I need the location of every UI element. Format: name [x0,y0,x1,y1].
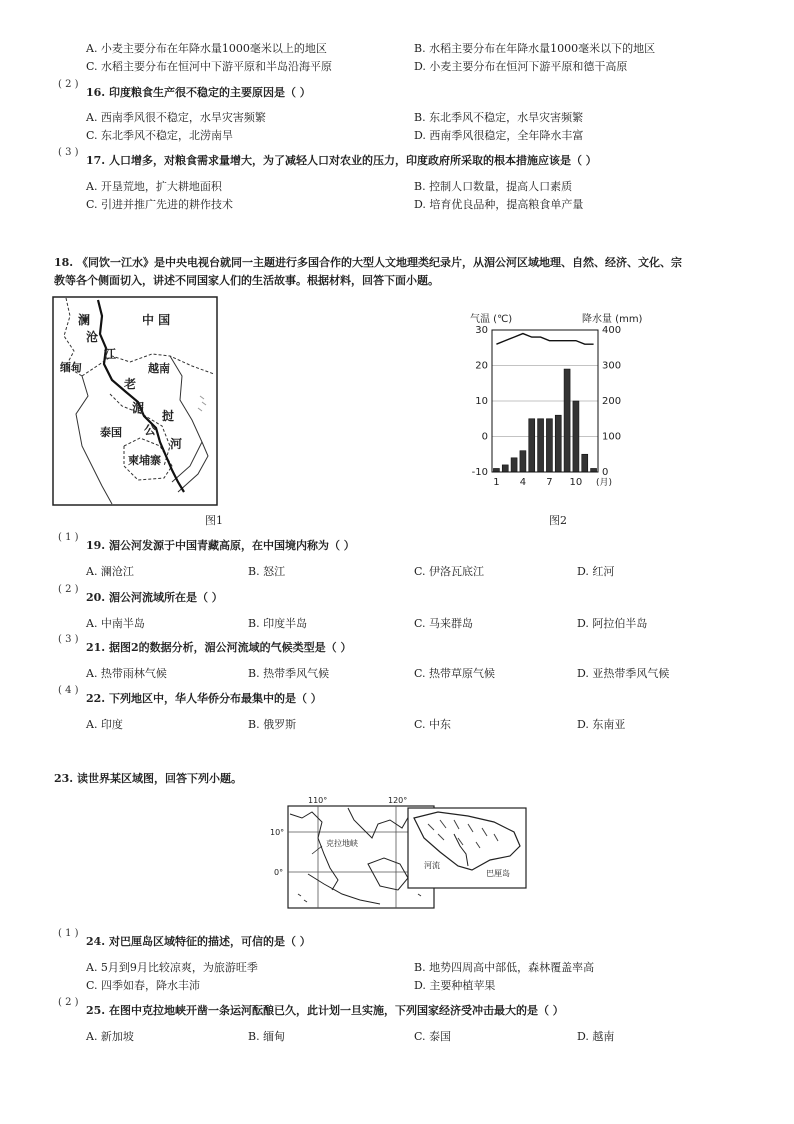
q19-stem: 19. 湄公河发源于中国青藏高原，在中国境内称为（ ） [86,539,355,552]
precip-bar [538,419,544,472]
precip-bar [555,415,561,472]
q16-option-a: A. 西南季风很不稳定，水旱灾害频繁 [86,111,266,124]
q20-option-b: B. 印度半岛 [248,617,308,630]
q20-option-d: D. 阿拉伯半岛 [577,617,648,630]
q18-intro-line1: 18. 《同饮一江水》是中央电视台就同一主题进行多国合作的大型人文地理类纪录片，从湄公河区域地理、自然、经济、文化、宗 [54,256,682,269]
q23-stem: 23. 读世界某区域图，回答下列小题。 [54,772,242,785]
chart-x-tick: 10 [569,477,583,488]
fig1-caption: 图1 [205,514,223,527]
precip-bar [582,454,588,472]
map-label-jiang: 江 [104,347,117,361]
q24-option-a: A. 5月到9月比较凉爽，为旅游旺季 [86,961,258,974]
q16-option-d: D. 西南季风很稳定，全年降水丰富 [414,129,584,142]
map-label-wo: 挝 [162,409,175,423]
q25-option-c: C. 泰国 [414,1030,452,1043]
map-label-thailand: 泰国 [100,426,122,439]
q21-number: ( 3 ) [58,634,79,645]
q21-option-a: A. 热带雨林气候 [86,667,167,680]
q22-stem: 22. 下列地区中，华人华侨分布最集中的是（ ） [86,692,322,705]
mekong-map [52,296,218,506]
q24-option-c: C. 四季如春，降水丰沛 [86,979,201,992]
q20-number: ( 2 ) [58,584,79,595]
q24-number: ( 1 ) [58,928,79,939]
chart-ylabel-right: 降水量 (mm) [582,314,643,325]
chart-y-right-tick: 200 [602,396,622,407]
q22-number: ( 4 ) [58,685,79,696]
climate-chart [462,308,650,492]
q25-option-d: D. 越南 [577,1030,615,1043]
q19-option-b: B. 怒江 [248,565,286,578]
map-label-vietnam: 越南 [148,362,170,375]
precip-bar [564,369,570,472]
precip-bar [591,468,597,472]
map-label-gong: 公 [144,423,157,437]
q17-number: ( 3 ) [58,147,79,158]
precip-bar [529,419,535,472]
chart-y-left-tick: -10 [471,467,488,478]
q17-option-b: B. 控制人口数量，提高人口素质 [414,180,573,193]
q19-number: ( 1 ) [58,532,79,543]
q22-option-d: D. 东南亚 [577,718,626,731]
map-label-mei: 湄 [132,401,145,415]
map-label-lan: 澜 [78,313,91,327]
map-label-river: 河流 [424,861,440,870]
q25-option-b: B. 缅甸 [248,1030,286,1043]
map-label-bali: 巴厘岛 [486,869,510,878]
precip-bar [511,458,517,472]
precip-bar [502,465,508,472]
chart-y-right-tick: 100 [602,431,622,443]
q15-option-a: A. 小麦主要分布在年降水量1000毫米以上的地区 [86,42,327,55]
chart-x-tick: 7 [546,477,553,488]
map-label-he: 河 [170,437,183,451]
map-label-china: 中 国 [142,313,171,327]
q25-stem: 25. 在图中克拉地峡开凿一条运河酝酿已久，此计划一旦实施，下列国家经济受冲击最大的是（ ） [86,1004,564,1017]
q17-stem: 17. 人口增多，对粮食需求量增大，为了减轻人口对农业的压力，印度政府所采取的根本措施应该是（ ） [86,154,597,167]
q22-option-a: A. 印度 [86,718,123,731]
chart-y-left-tick: 10 [475,396,488,407]
q24-stem: 24. 对巴厘岛区域特征的描述，可信的是（ ） [86,935,311,948]
precip-bar [546,419,552,472]
q16-number: ( 2 ) [58,79,79,90]
chart-ylabel-left: 气温 (℃) [470,314,513,325]
chart-y-right-tick: 400 [602,325,622,336]
q20-option-c: C. 马来群岛 [414,617,474,630]
map-label-cang: 沧 [86,330,99,344]
southeast-asia-map [268,794,528,918]
chart-y-right-tick: 0 [602,467,609,478]
precip-bar [573,401,579,472]
q16-stem: 16. 印度粮食生产很不稳定的主要原因是（ ） [86,86,311,99]
map-lon-120: 120° [388,796,408,805]
q21-option-d: D. 亚热带季风气候 [577,667,670,680]
q24-option-b: B. 地势四周高中部低，森林覆盖率高 [414,961,595,974]
chart-x-tick: 4 [519,477,527,488]
map-label-cambodia: 柬埔寨 [128,454,161,467]
chart-y-left-tick: 30 [475,325,488,336]
precip-bar [520,451,526,472]
q15-option-d: D. 小麦主要分布在恒河下游平原和德干高原 [414,60,628,73]
map-lon-110: 110° [308,796,328,805]
chart-x-tick: 1 [493,477,500,488]
temperature-line [496,334,593,345]
q17-option-d: D. 培育优良品种，提高粮食单产量 [414,198,584,211]
q22-option-c: C. 中东 [414,718,452,731]
q21-option-c: C. 热带草原气候 [414,667,496,680]
q15-option-c: C. 水稻主要分布在恒河中下游平原和半岛沿海平原 [86,60,333,73]
map-lat-10: 10° [270,828,285,837]
q19-option-c: C. 伊洛瓦底江 [414,565,485,578]
fig2-caption: 图2 [549,514,567,527]
q20-stem: 20. 湄公河流域所在是（ ） [86,591,223,604]
q25-number: ( 2 ) [58,997,79,1008]
q17-option-c: C. 引进并推广先进的耕作技术 [86,198,234,211]
q17-option-a: A. 开垦荒地，扩大耕地面积 [86,180,222,193]
q25-option-a: A. 新加坡 [86,1030,134,1043]
q18-intro-line2: 教等各个侧面切入，讲述不同国家人们的生活故事。根据材料，回答下面小题。 [54,274,439,287]
q16-option-b: B. 东北季风不稳定，水旱灾害频繁 [414,111,584,124]
map-label-lao: 老 [124,377,137,391]
map-label-kra: 克拉地峡 [326,839,358,848]
chart-xlabel: (月) [596,478,613,488]
chart-y-right-tick: 300 [602,360,622,372]
q24-option-d: D. 主要种植苹果 [414,979,496,992]
map-lat-0: 0° [274,868,284,877]
q19-option-a: A. 澜沧江 [86,565,134,578]
q15-option-b: B. 水稻主要分布在年降水量1000毫米以下的地区 [414,42,656,55]
map-label-myanmar: 缅甸 [60,361,82,374]
q20-option-a: A. 中南半岛 [86,617,145,630]
precip-bar [493,468,499,472]
q21-option-b: B. 热带季风气候 [248,667,330,680]
q19-option-d: D. 红河 [577,565,615,578]
q16-option-c: C. 东北季风不稳定，北涝南旱 [86,129,234,142]
chart-y-left-tick: 0 [481,431,488,443]
chart-y-left-tick: 20 [475,360,488,372]
q22-option-b: B. 俄罗斯 [248,718,297,731]
q21-stem: 21. 据图2的数据分析，湄公河流域的气候类型是（ ） [86,641,352,654]
